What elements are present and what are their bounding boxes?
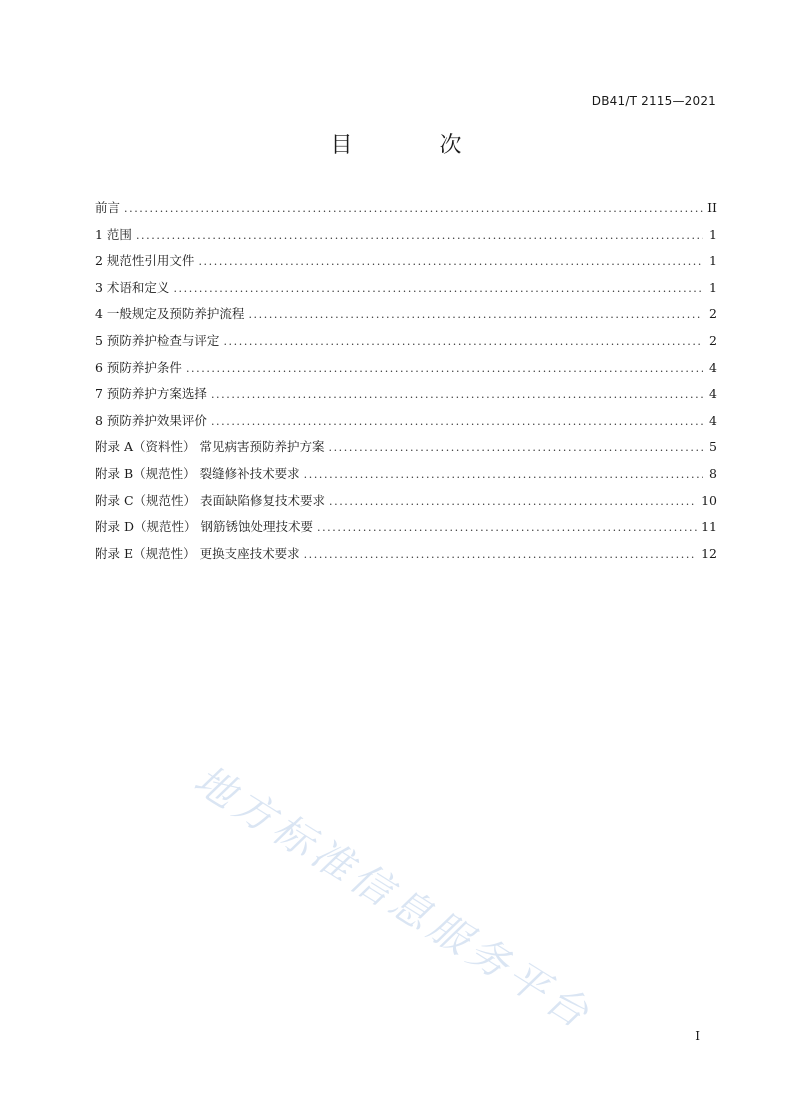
toc-entry[interactable] <box>95 544 717 571</box>
toc-entry-label: 3 术语和定义 <box>95 279 170 295</box>
toc-entry-page: 12 <box>701 545 717 561</box>
toc-entry-label: 附录 D（规范性） 钢筋锈蚀处理技术要 <box>95 519 313 535</box>
toc-entry-page: 5 <box>709 439 717 455</box>
toc-entry[interactable] <box>95 517 717 544</box>
toc-entry[interactable] <box>95 251 717 278</box>
toc-entry-label: 7 预防养护方案选择 <box>95 386 207 402</box>
toc-entry-page: 4 <box>709 386 717 402</box>
toc-entry-label: 前言 <box>95 200 121 215</box>
toc-entry-label: 5 预防养护检查与评定 <box>95 332 220 348</box>
toc-entry-label: 附录 E（规范性） 更换支座技术要求 <box>95 545 300 561</box>
toc-entry-page: 8 <box>709 465 717 481</box>
toc-leader-dots <box>328 441 703 454</box>
toc-entry-page: 4 <box>709 412 717 428</box>
toc-entry-page: 10 <box>701 492 717 508</box>
toc-entry-page: 2 <box>709 332 717 348</box>
toc-entry-label: 8 预防养护效果评价 <box>95 412 207 428</box>
toc-leader-dots <box>186 362 703 375</box>
toc-entry[interactable] <box>95 464 717 491</box>
toc-leader-dots <box>211 415 703 428</box>
toc-entry-label: 1 范围 <box>95 226 132 242</box>
toc-leader-dots <box>304 468 703 481</box>
toc-entry[interactable] <box>95 278 717 305</box>
toc-entry[interactable] <box>95 411 717 438</box>
toc-leader-dots <box>211 388 703 401</box>
toc-entry-page: 4 <box>709 359 717 375</box>
toc-entry-label: 2 规范性引用文件 <box>95 253 195 269</box>
toc-entry-label: 附录 C（规范性） 表面缺陷修复技术要求 <box>95 492 326 508</box>
toc-entry-page: 1 <box>709 226 717 242</box>
toc-entry-page: 1 <box>709 253 717 269</box>
toc-leader-dots <box>124 202 703 215</box>
toc-leader-dots <box>198 255 703 268</box>
toc-entry-label: 附录 A（资料性） 常见病害预防养护方案 <box>95 439 325 455</box>
toc-leader-dots <box>317 521 697 534</box>
toc-entry[interactable] <box>95 491 717 518</box>
toc-entry-page: 11 <box>701 519 717 535</box>
toc-leader-dots <box>173 282 703 295</box>
toc-entry[interactable] <box>95 331 717 358</box>
toc-entry-label: 附录 B（规范性） 裂缝修补技术要求 <box>95 465 300 481</box>
toc-entry[interactable] <box>95 384 717 411</box>
toc-leader-dots <box>223 335 703 348</box>
toc-entry[interactable] <box>95 358 717 385</box>
toc-leader-dots <box>136 229 703 242</box>
toc-entry[interactable] <box>95 437 717 464</box>
toc-entry[interactable] <box>95 198 717 225</box>
toc-entry[interactable] <box>95 225 717 252</box>
toc-entry[interactable] <box>95 304 717 331</box>
watermark: 地方标准信息服务平台 <box>185 756 601 1040</box>
toc-entry-page: II <box>707 200 717 215</box>
toc-entry-label: 4 一般规定及预防养护流程 <box>95 306 245 322</box>
table-of-contents <box>95 198 717 570</box>
toc-leader-dots <box>248 308 703 321</box>
toc-entry-page: 1 <box>709 279 717 295</box>
page-number: I <box>695 1029 700 1043</box>
toc-entry-label: 6 预防养护条件 <box>95 359 182 375</box>
document-code: DB41/T 2115—2021 <box>591 94 716 108</box>
page-title: 目 次 <box>330 133 502 158</box>
toc-entry-page: 2 <box>709 306 717 322</box>
toc-leader-dots <box>304 548 698 561</box>
toc-leader-dots <box>329 495 697 508</box>
